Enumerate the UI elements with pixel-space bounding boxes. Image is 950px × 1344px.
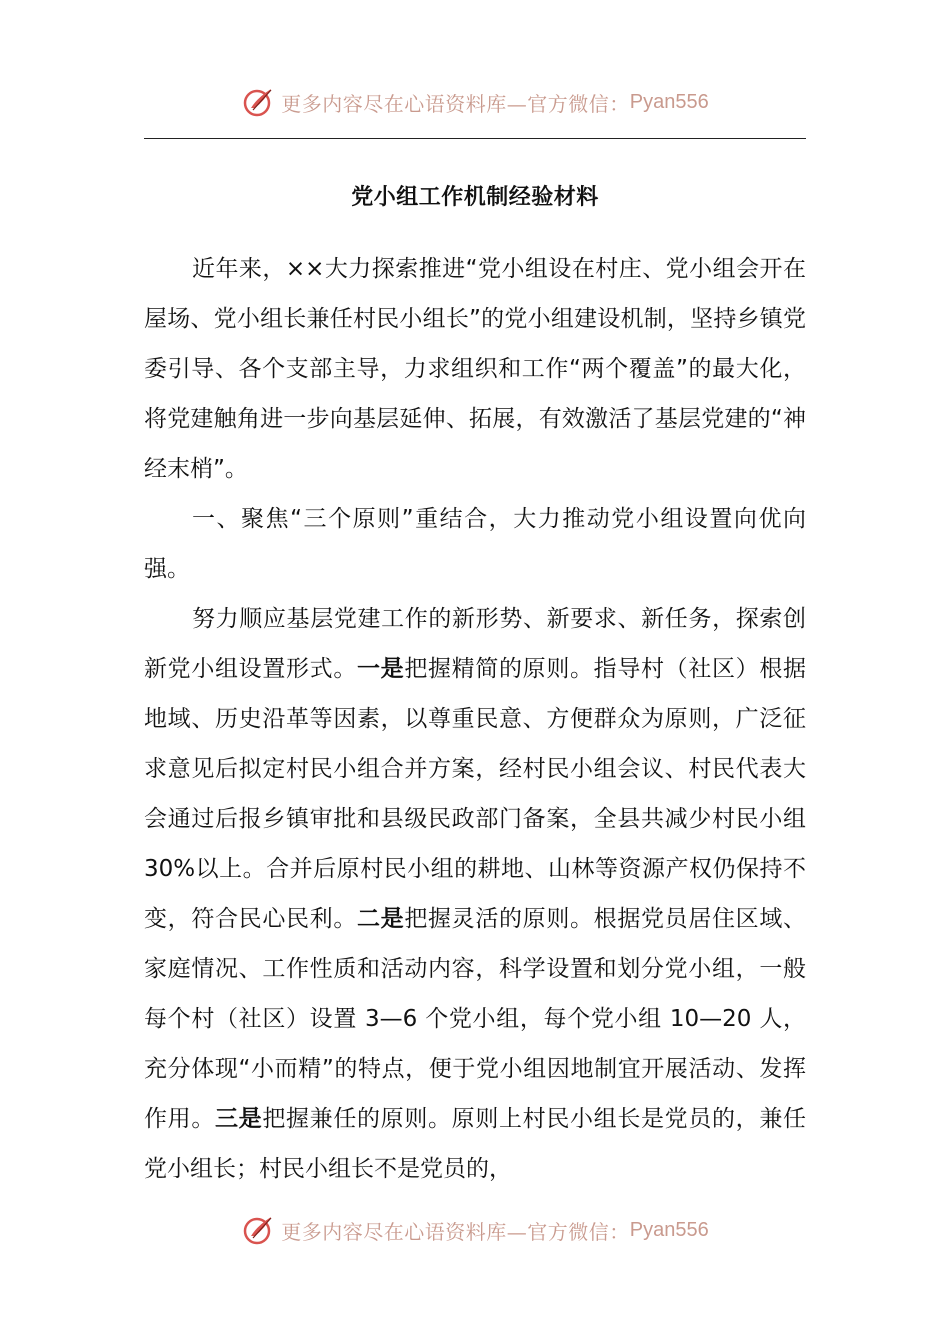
header-divider (144, 138, 806, 139)
header-watermark-text: 更多内容尽在心语资料库—官方微信： (281, 91, 630, 116)
point-label: 三是 (215, 1106, 263, 1132)
body-paragraph (144, 594, 806, 1194)
paragraph-lead: 努力顺应基层党建工作的新形势、新要求、新任务，探索创新党小组设置形式。 (144, 606, 806, 682)
point-label: 一是 (357, 656, 405, 682)
intro-paragraph: 近年来，××大力探索推进“党小组设在村庄、党小组会开在屋场、党小组长兼任村民小组长”的党小组建设机制，坚持乡镇党委引导、各个支部主导，力求组织和工作“两个覆盖”的最大化，将党建触角进一步向基层延伸、拓展，有效激活了基层党建的“神经末梢”。 (144, 256, 806, 482)
document-body (144, 244, 806, 1194)
point-label: 二是 (357, 906, 405, 932)
point-text: 把握精简的原则。指导村（社区）根据地域、历史沿革等因素，以尊重民意、方便群众为原则，广泛征求意见后拟定村民小组合并方案，经村民小组会议、村民代表大会通过后报乡镇审批和县级民政部门备案，全县共减少村民小组 30%以上。合并后原村民小组的耕地、山林等资源产权仍保持不变，符合民心民利。 (144, 656, 807, 932)
point-text: 把握灵活的原则。根据党员居住区域、家庭情况、工作性质和活动内容，科学设置和划分党小组，一般每个村（社区）设置 3—6 个党小组，每个党小组 10—20 人，充分体现“小而精”的特点，便于党小组因地制宜开展活动、发挥作用。 (144, 906, 807, 1132)
section-heading: 一、聚焦“三个原则”重结合，大力推动党小组设置向优向强。 (144, 506, 806, 582)
footer-wechat-id: Pyan556 (629, 1218, 709, 1241)
footer-watermark (0, 1210, 950, 1250)
quill-logo-icon (241, 84, 277, 120)
document-title: 党小组工作机制经验材料 (351, 185, 599, 210)
quill-logo-icon (241, 1212, 277, 1248)
header-wechat-id: Pyan556 (629, 90, 709, 113)
footer-watermark-text: 更多内容尽在心语资料库—官方微信： (281, 1219, 630, 1244)
point-text: 把握兼任的原则。原则上村民小组长是党员的，兼任党小组长；村民小组长不是党员的， (144, 1106, 807, 1182)
header-watermark (0, 82, 950, 122)
